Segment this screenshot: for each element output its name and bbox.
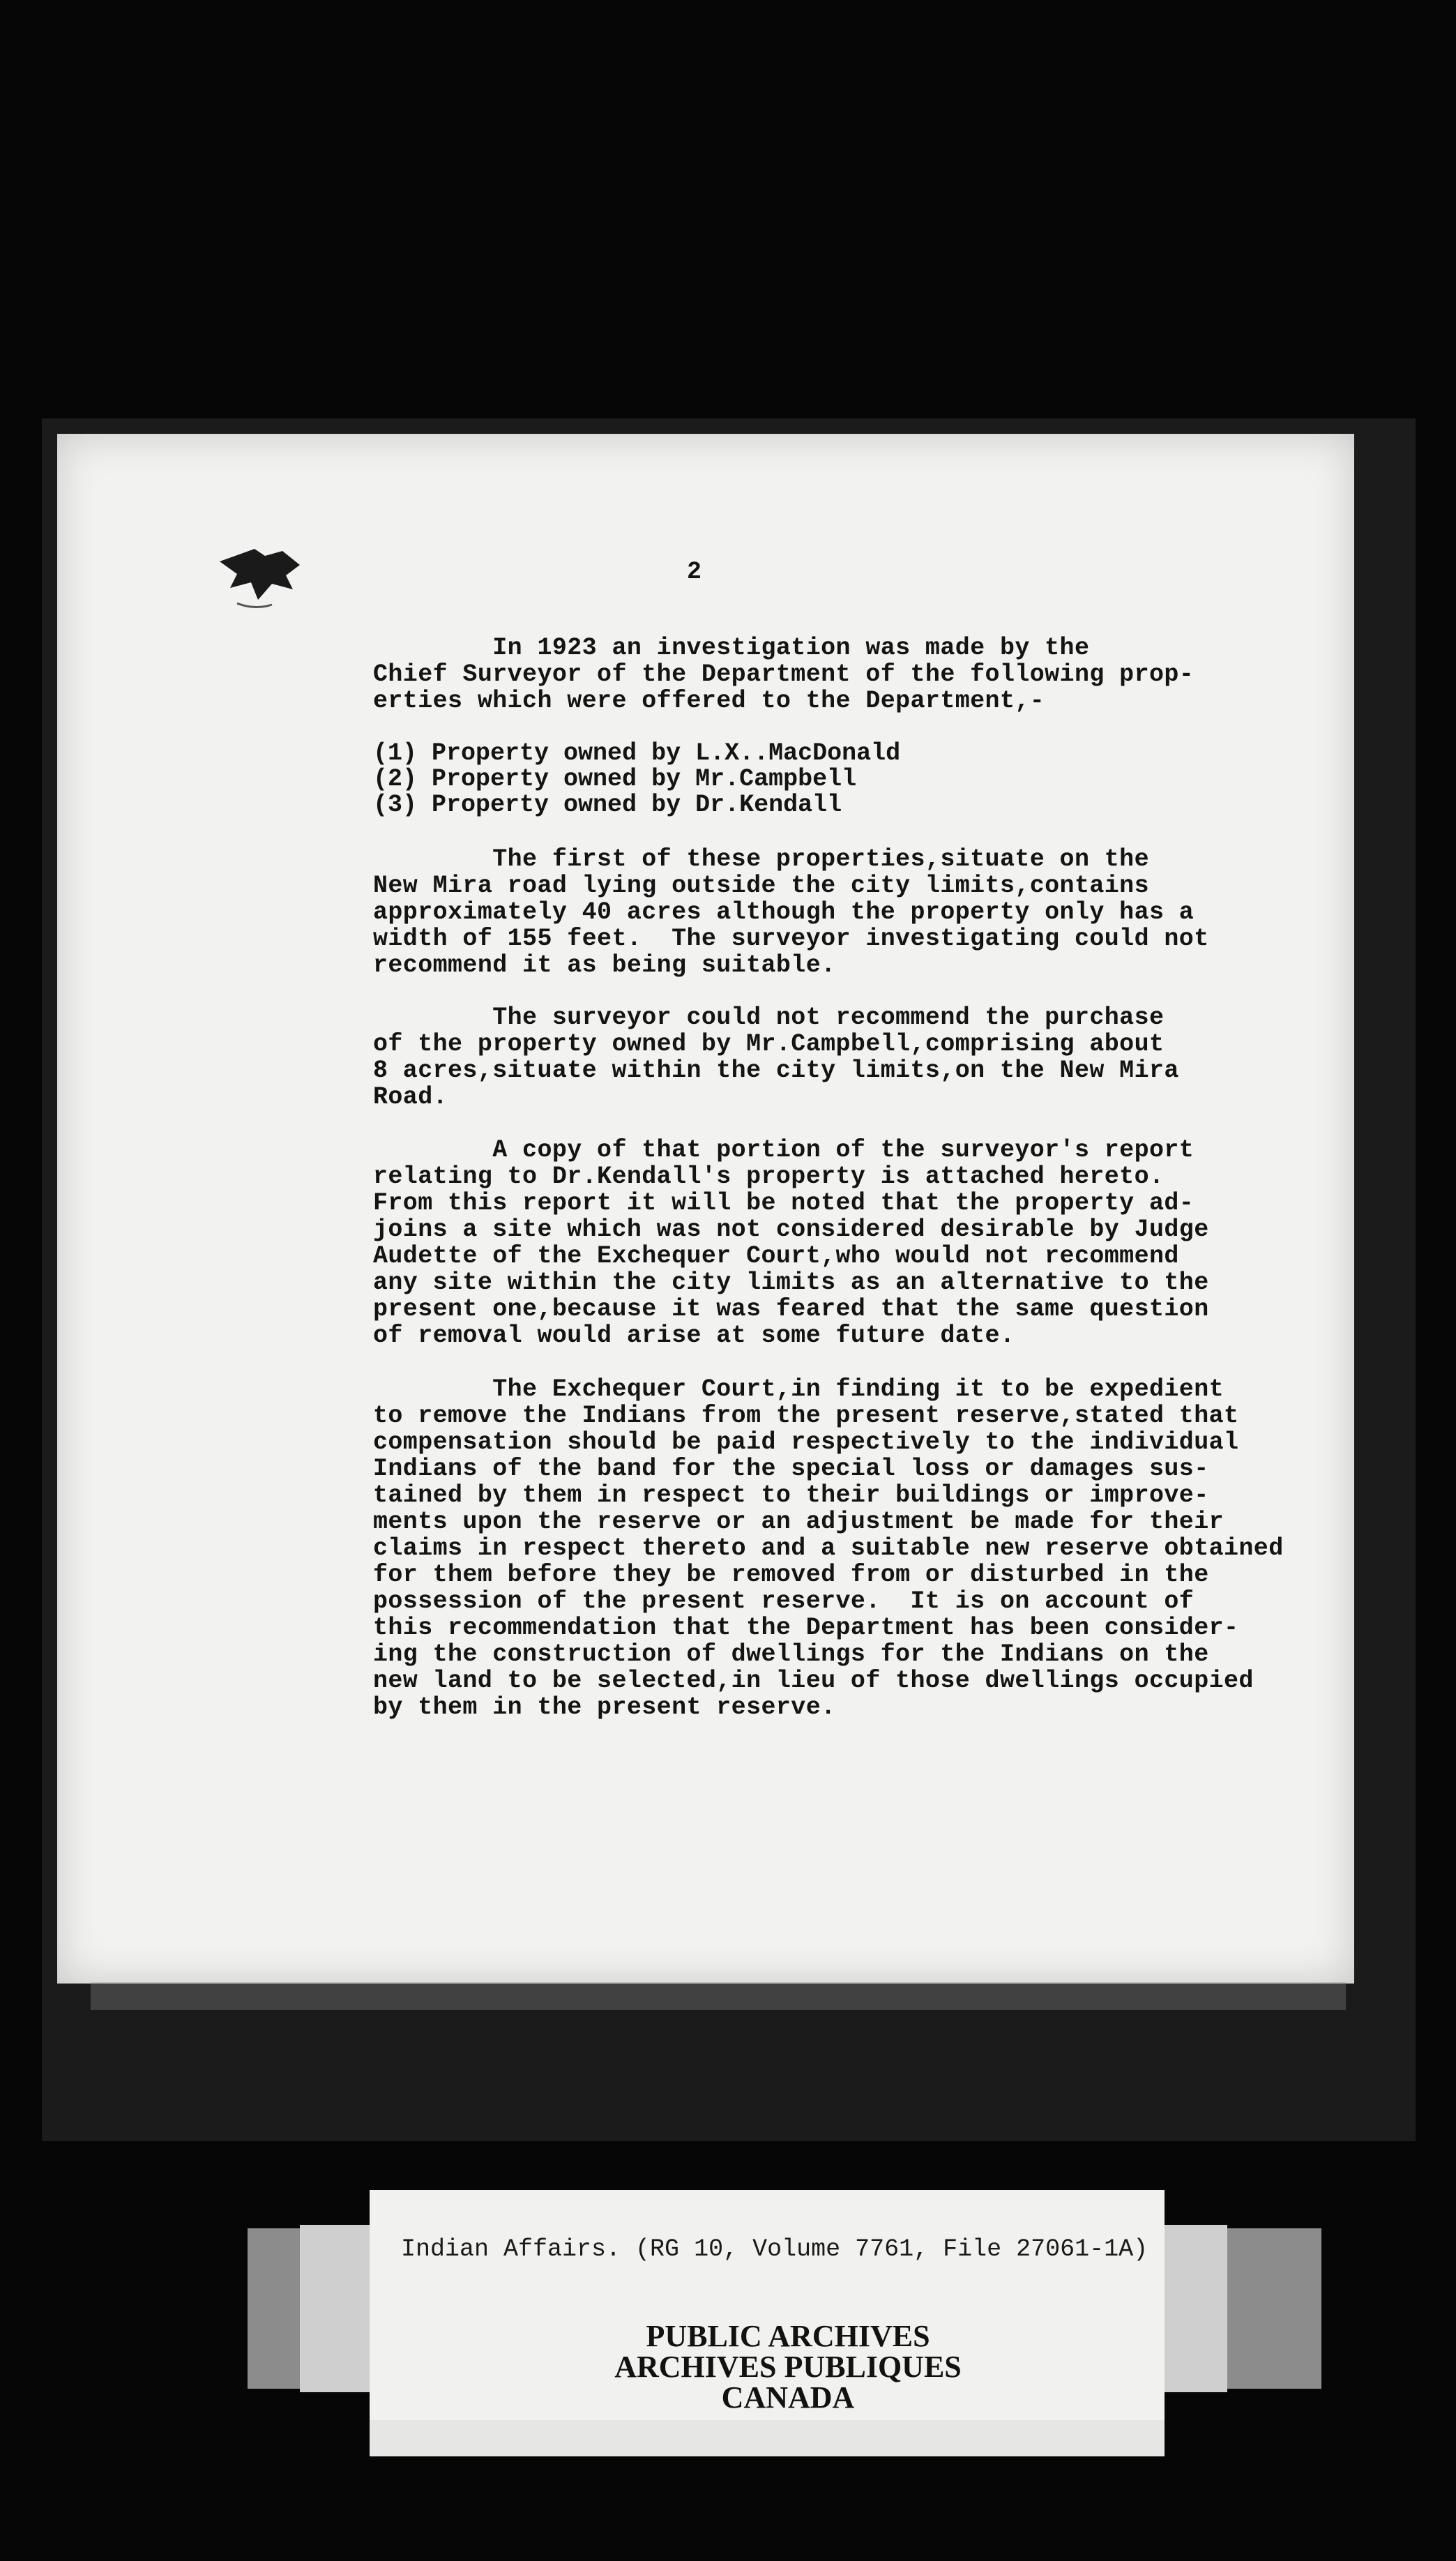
text-line: for them before they be removed from or disturbed in the — [373, 1561, 1209, 1589]
text-line: new land to be selected,in lieu of those dwellings occupied — [373, 1667, 1254, 1695]
text-line: recommend it as being suitable. — [373, 951, 836, 979]
list-item: (1) Property owned by L.X..MacDonald — [373, 739, 901, 767]
text-line: The first of these properties,situate on the — [373, 845, 1149, 873]
text-line: to remove the Indians from the present reserve,stated that — [373, 1402, 1239, 1430]
paragraph-5 — [373, 1376, 1284, 1721]
text-line: joins a site which was not considered desirable by Judge — [373, 1216, 1209, 1244]
text-line: compensation should be paid respectively to the individual — [373, 1428, 1239, 1456]
paragraph-1 — [373, 635, 1194, 714]
text-line: Chief Surveyor of the Department of the following prop- — [373, 660, 1195, 688]
text-line: this recommendation that the Department has been consider- — [373, 1614, 1239, 1642]
text-line: ments upon the reserve or an adjustment be made for their — [373, 1508, 1224, 1536]
page-shadow-edge — [91, 1982, 1346, 2010]
list-item: (3) Property owned by Dr.Kendall — [373, 791, 842, 819]
archive-label-base — [370, 2420, 1165, 2456]
text-line: Indians of the band for the special loss or damages sus- — [373, 1455, 1209, 1483]
text-line: relating to Dr.Kendall's property is attached hereto. — [373, 1163, 1165, 1191]
paragraph-2 — [373, 846, 1209, 979]
archive-reference: Indian Affairs. (RG 10, Volume 7761, File 27061-1A) — [401, 2235, 1148, 2263]
text-line: of the property owned by Mr.Campbell,comprising about — [373, 1030, 1165, 1058]
archive-stamp — [530, 2321, 1046, 2413]
text-line: Audette of the Exchequer Court,who would not recommend — [373, 1242, 1179, 1270]
text-line: erties which were offered to the Department,- — [373, 687, 1045, 715]
text-line: From this report it will be noted that the property ad- — [373, 1189, 1195, 1217]
stamp-line: PUBLIC ARCHIVES — [646, 2319, 930, 2353]
text-line: A copy of that portion of the surveyor's report — [373, 1136, 1195, 1164]
text-line: any site within the city limits as an alternative to the — [373, 1269, 1209, 1297]
page-number: 2 — [687, 558, 702, 586]
stamp-line: ARCHIVES PUBLIQUES — [614, 2350, 962, 2384]
text-line: New Mira road lying outside the city limits,contains — [373, 872, 1149, 900]
paragraph-4 — [373, 1137, 1209, 1349]
property-list — [373, 741, 900, 818]
text-line: approximately 40 acres although the property only has a — [373, 898, 1195, 926]
text-line: present one,because it was feared that the same question — [373, 1295, 1209, 1323]
text-line: tained by them in respect to their buildings or improve- — [373, 1481, 1209, 1509]
text-line: of removal would arise at some future date. — [373, 1322, 1015, 1350]
text-line: The Exchequer Court,in finding it to be expedient — [373, 1375, 1224, 1403]
text-line: claims in respect thereto and a suitable new reserve obtained — [373, 1534, 1284, 1562]
paper-clip-mark — [216, 541, 303, 617]
list-item: (2) Property owned by Mr.Campbell — [373, 765, 857, 793]
stamp-line: CANADA — [721, 2380, 855, 2415]
text-line: In 1923 an investigation was made by the — [373, 634, 1090, 662]
text-line: 8 acres,situate within the city limits,on the New Mira — [373, 1057, 1179, 1085]
paragraph-3 — [373, 1004, 1179, 1110]
text-line: possession of the present reserve. It is on account of — [373, 1587, 1195, 1615]
text-line: by them in the present reserve. — [373, 1693, 836, 1721]
text-line: ing the construction of dwellings for the Indians on the — [373, 1640, 1209, 1668]
text-line: The surveyor could not recommend the purchase — [373, 1004, 1165, 1032]
text-line: Road. — [373, 1083, 448, 1111]
text-line: width of 155 feet. The surveyor investigating could not — [373, 925, 1209, 953]
